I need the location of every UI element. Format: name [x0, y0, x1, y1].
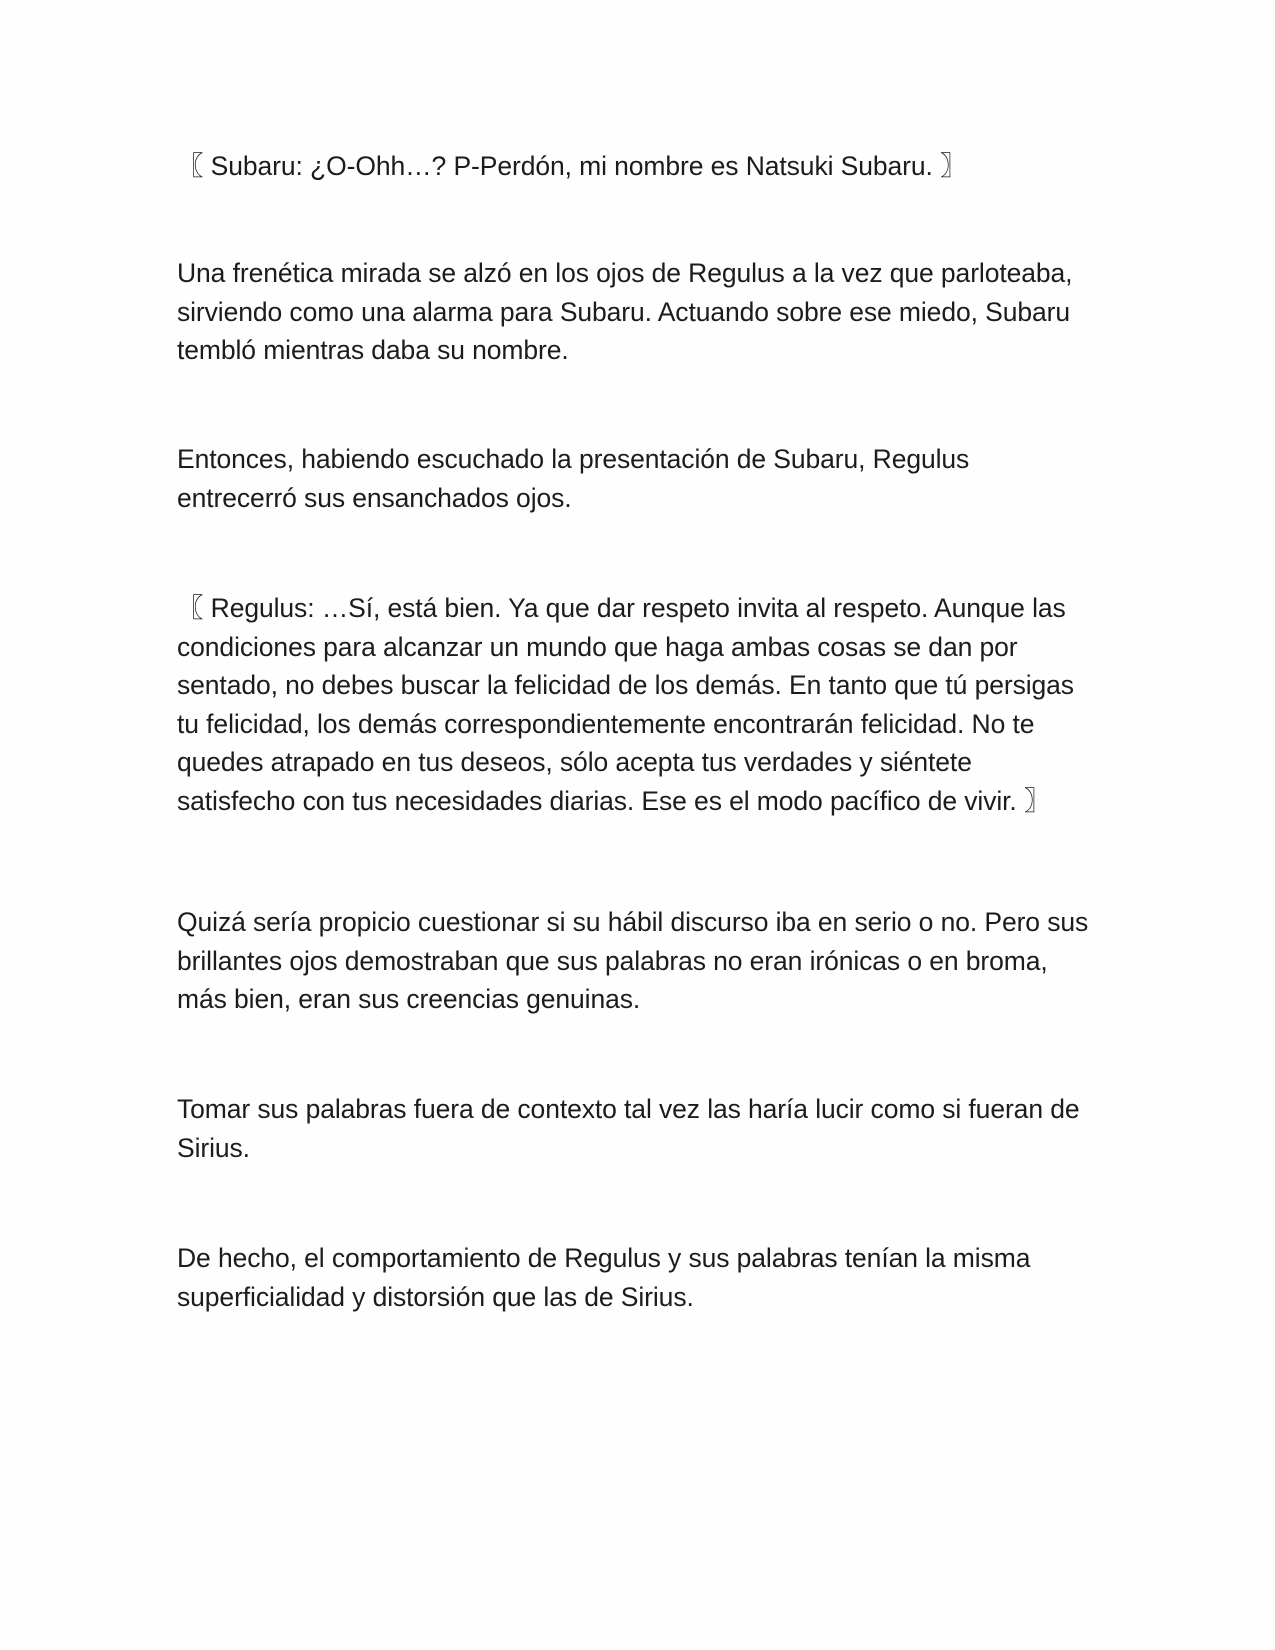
text-line: Una frenética mirada se alzó en los ojos de Regulus a la vez que parloteaba, [177, 258, 1073, 288]
text-line: tembló mientras daba su nombre. [177, 335, 569, 365]
text-line: De hecho, el comportamiento de Regulus y sus palabras tenían la misma [177, 1243, 1031, 1273]
paragraph-subaru-dialogue [177, 147, 1107, 186]
text-line: satisfecho con tus necesidades diarias. Ese es el modo pacífico de vivir. 〗 [177, 785, 1051, 816]
paragraph-distortion [177, 1239, 1107, 1316]
text-line: sentado, no debes buscar la felicidad de los demás. En tanto que tú persigas [177, 670, 1074, 700]
text-line: quedes atrapado en tus deseos, sólo acepta tus verdades y siéntete [177, 747, 972, 777]
paragraph-speech-sincerity [177, 903, 1107, 1019]
text-line: brillantes ojos demostraban que sus palabras no eran irónicas o en broma, [177, 945, 1048, 976]
text-line: superficialidad y distorsión que las de Sirius. [177, 1281, 694, 1312]
text-line: Sirius. [177, 1132, 250, 1163]
text-line: sirviendo como una alarma para Subaru. Actuando sobre ese miedo, Subaru [177, 296, 1070, 327]
paragraph-regulus-dialogue [177, 589, 1107, 820]
text-line: 〖 Subaru: ¿O-Ohh…? P-Perdón, mi nombre es Natsuki Subaru. 〗 [177, 151, 967, 181]
text-line: tu felicidad, los demás correspondientemente encontrarán felicidad. No te [177, 708, 1035, 739]
paragraph-presentation [177, 440, 1107, 517]
paragraph-context-sirius [177, 1090, 1107, 1167]
text-line: Entonces, habiendo escuchado la presentación de Subaru, Regulus [177, 444, 970, 474]
text-line: Tomar sus palabras fuera de contexto tal vez las haría lucir como si fueran de [177, 1094, 1080, 1124]
text-line: entrecerró sus ensanchados ojos. [177, 482, 572, 513]
text-line: 〖 Regulus: …Sí, está bien. Ya que dar respeto invita al respeto. Aunque las [177, 593, 1066, 623]
text-line: más bien, eran sus creencias genuinas. [177, 984, 641, 1014]
text-line: condiciones para alcanzar un mundo que haga ambas cosas se dan por [177, 631, 1018, 662]
paragraph-regulus-gaze [177, 254, 1107, 370]
text-line: Quizá sería propicio cuestionar si su hábil discurso iba en serio o no. Pero sus [177, 907, 1089, 937]
